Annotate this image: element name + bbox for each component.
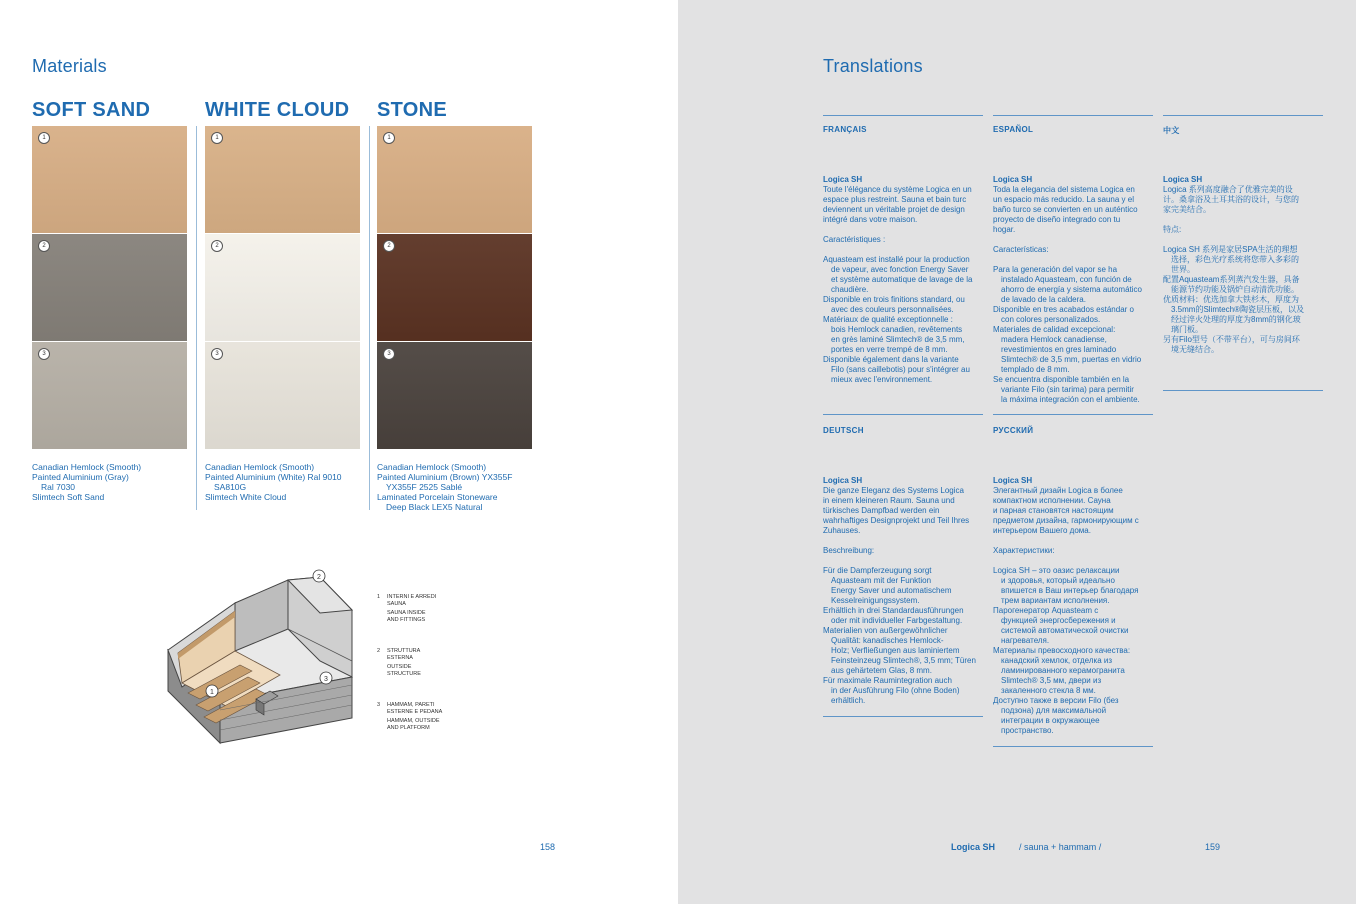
right-page <box>678 0 1356 904</box>
material-caption-soft-sand <box>32 462 197 502</box>
translation-title: Logica SH <box>823 175 863 184</box>
lang-label-es: ESPAÑOL <box>993 125 1034 134</box>
translation-title: Logica SH <box>993 476 1033 485</box>
column-rule <box>993 115 1153 116</box>
intro-line: baño turco se convierten en un auténtico <box>993 205 1138 214</box>
intro-line: türkisches Dampfbad werden ein <box>823 506 940 515</box>
intro-line: espace plus restreint. Sauna et bain turc <box>823 195 967 204</box>
lang-label-fr: FRANÇAIS <box>823 125 867 134</box>
caption-line: Painted Aluminium (White) Ral 9010 <box>205 472 342 482</box>
feature-line: la máxima integración con el ambiente. <box>1001 395 1140 404</box>
sauna-isometric-diagram <box>160 565 360 755</box>
feature-line: Erhältlich in drei Standardausführungen <box>823 606 964 615</box>
intro-line: Logica 系列高度融合了优雅完美的设 <box>1163 185 1293 194</box>
intro-line: 家完美结合。 <box>1163 205 1211 214</box>
translation-title: Logica SH <box>993 175 1033 184</box>
legend-line: STRUCTURE <box>387 671 421 677</box>
translations-title: Translations <box>823 56 923 76</box>
legend-line: AND PLATFORM <box>387 725 430 731</box>
legend-line: SAUNA <box>387 601 406 607</box>
feature-line: et système automatique de lavage de la <box>831 275 973 284</box>
feature-line: Für die Dampferzeugung sorgt <box>823 566 932 575</box>
feature-line: 境无缝结合。 <box>1171 345 1219 354</box>
intro-line: интерьером Вашего дома. <box>993 526 1091 535</box>
swatch-soft-sand-2 <box>32 234 187 341</box>
feature-line: erhältlich. <box>831 696 866 705</box>
feature-line: aus gehärtetem Glas, 8 mm. <box>831 666 932 675</box>
feature-line: Para la generación del vapor se ha <box>993 265 1118 274</box>
column-divider <box>369 126 370 510</box>
feature-line: трем вариантам исполнения. <box>1001 596 1110 605</box>
column-rule <box>993 746 1153 747</box>
spacer <box>823 536 985 546</box>
feature-line: Disponible en trois finitions standard, ou <box>823 295 965 304</box>
legend-line: ESTERNE E PEDANA <box>387 709 443 715</box>
column-rule <box>823 115 983 116</box>
intro-line: hogar. <box>993 225 1016 234</box>
caption-line: Canadian Hemlock (Smooth) <box>377 462 487 472</box>
legend-line: SAUNA INSIDE <box>387 610 426 616</box>
swatch-stone-2 <box>377 234 532 341</box>
spacer <box>823 556 985 566</box>
column-rule <box>823 716 983 717</box>
legend-line: ESTERNA <box>387 655 413 661</box>
feature-line: функцией энергосбережения и <box>1001 616 1116 625</box>
feature-line: oder mit individueller Farbgestaltung. <box>831 616 963 625</box>
page-title: Materials <box>32 56 107 76</box>
legend-line: STRUTTURA <box>387 648 421 654</box>
feature-line: пространство. <box>1001 726 1054 735</box>
feature-line: de vapeur, avec fonction Energy Saver <box>831 265 969 274</box>
feature-line: канадский хемлок, отделка из <box>1001 656 1113 665</box>
legend-number: 3 <box>377 702 381 708</box>
translation-fr <box>823 175 985 385</box>
legend-line: AND FITTINGS <box>387 617 426 623</box>
feature-line: впишется в Ваш интерьер благодаря <box>1001 586 1139 595</box>
legend-line: OUTSIDE <box>387 664 412 670</box>
spacer <box>993 536 1155 546</box>
caption-line: SA810G <box>214 482 247 492</box>
translation-es <box>993 175 1155 405</box>
intro-line: wahrhaftiges Designprojekt und Teil Ihres <box>823 516 970 525</box>
legend-line: HAMMAM, OUTSIDE <box>387 718 440 724</box>
feature-line: Se encuentra disponible también en la <box>993 375 1130 384</box>
swatch-number: 2 <box>211 240 223 252</box>
feature-line: 璃门板。 <box>1171 325 1203 334</box>
legend-item-2 <box>377 648 477 688</box>
feature-line: ламинированного керамогранита <box>1001 666 1125 675</box>
spacer <box>993 235 1155 245</box>
feature-line: Доступно также в версии Filo (без <box>993 696 1119 705</box>
feature-line: 优质材料：优选加拿大铁杉木，厚度为 <box>1163 295 1299 304</box>
features-label: 特点: <box>1163 225 1182 234</box>
features-label: Caractéristiques : <box>823 235 886 244</box>
feature-line: con colores personalizados. <box>1001 315 1101 324</box>
feature-line: avec des couleurs personnalisées. <box>831 305 954 314</box>
translation-title: Logica SH <box>1163 175 1203 184</box>
feature-line: Disponible en tres acabados estándar o <box>993 305 1134 314</box>
swatch-soft-sand-1 <box>32 126 187 233</box>
swatch-stone-1 <box>377 126 532 233</box>
features-label: Характеристики: <box>993 546 1055 555</box>
features-label: Características: <box>993 245 1049 254</box>
feature-line: нагревателя. <box>1001 636 1050 645</box>
swatch-white-cloud-1 <box>205 126 360 233</box>
intro-line: 计。桑拿浴及土耳其浴的设计，与您的 <box>1163 195 1299 204</box>
legend-number: 1 <box>377 594 381 600</box>
feature-line: Kesselreinigungssystem. <box>831 596 920 605</box>
material-caption-white-cloud <box>205 462 370 502</box>
feature-line: 能源节约功能及锅炉自动清洗功能。 <box>1171 285 1299 294</box>
column-divider <box>196 126 197 510</box>
lang-label-zh: 中文 <box>1163 126 1180 135</box>
feature-line: Filo (sans caillebotis) pour s'intégrer au <box>831 365 970 374</box>
caption-line: Canadian Hemlock (Smooth) <box>205 462 315 472</box>
intro-line: и парная становятся настоящим <box>993 506 1114 515</box>
column-rule <box>993 414 1153 415</box>
feature-line: en grès laminé Slimtech® de 3,5 mm, <box>831 335 965 344</box>
spacer <box>1163 235 1323 245</box>
feature-line: templado de 8 mm. <box>1001 365 1070 374</box>
column-rule <box>823 414 983 415</box>
spacer <box>1163 215 1323 225</box>
feature-line: закаленного стекла 8 мм. <box>1001 686 1096 695</box>
caption-line: Ral 7030 <box>41 482 76 492</box>
page-number-right: 159 <box>1205 842 1221 852</box>
feature-line: chaudière. <box>831 285 869 294</box>
feature-line: mieux avec l'environnement. <box>831 375 933 384</box>
feature-line: Disponible également dans la variante <box>823 355 959 364</box>
intro-line: Die ganze Eleganz des Systems Logica <box>823 486 964 495</box>
feature-line: Feinsteinzeug Slimtech®, 3,5 mm; Türen <box>831 656 976 665</box>
intro-line: Toda la elegancia del sistema Logica en <box>993 185 1135 194</box>
feature-line: Energy Saver und automatischem <box>831 586 952 595</box>
feature-line: Materialien von außergewöhnlicher <box>823 626 948 635</box>
feature-line: 经过淬火处理的厚度为8mm的钢化玻 <box>1171 315 1301 324</box>
swatch-soft-sand-3 <box>32 342 187 449</box>
intro-line: предметом дизайна, гармонирующим с <box>993 516 1139 525</box>
legend-item-1 <box>377 594 477 634</box>
diagram-label-3: 3 <box>324 676 328 683</box>
translation-title: Logica SH <box>823 476 863 485</box>
feature-line: интеграции в окружающее <box>1001 716 1100 725</box>
spacer <box>993 255 1155 265</box>
intro-line: компактном исполнении. Сауна <box>993 496 1111 505</box>
feature-line: подзона) для максимальной <box>1001 706 1107 715</box>
legend-number: 2 <box>377 648 381 654</box>
feature-line: portes en verre trempé de 8 mm. <box>831 345 948 354</box>
legend-item-3 <box>377 702 477 742</box>
feature-line: 另有Filo型号（不带平台），可与房间环 <box>1163 335 1300 344</box>
caption-line: Slimtech Soft Sand <box>32 492 105 502</box>
caption-line: Canadian Hemlock (Smooth) <box>32 462 142 472</box>
feature-line: Matériaux de qualité exceptionnelle : <box>823 315 953 324</box>
intro-line: Элегантный дизайн Logica в более <box>993 486 1123 495</box>
feature-line: madera Hemlock canadiense, <box>1001 335 1107 344</box>
caption-line: Painted Aluminium (Gray) <box>32 472 129 482</box>
translation-de <box>823 476 985 706</box>
swatch-number: 3 <box>211 348 223 360</box>
swatch-number: 3 <box>383 348 395 360</box>
feature-line: Logica SH 系列是家居SPA生活的理想 <box>1163 245 1298 254</box>
feature-line: Logica SH – это оазис релаксации <box>993 566 1120 575</box>
lang-label-ru: РУССКИЙ <box>993 426 1034 435</box>
swatch-white-cloud-3 <box>205 342 360 449</box>
column-rule <box>1163 390 1323 391</box>
feature-line: 配置Aquasteam系列蒸汽发生器，具备 <box>1163 275 1300 284</box>
feature-line: instalado Aquasteam, con función de <box>1001 275 1132 284</box>
material-title-soft-sand: SOFT SAND <box>32 99 151 121</box>
swatch-number: 2 <box>383 240 395 252</box>
intro-line: intégré dans votre maison. <box>823 215 918 224</box>
intro-line: Toute l'élégance du système Logica en un <box>823 185 972 194</box>
spacer <box>993 556 1155 566</box>
feature-line: 3.5mm的Slimtech®陶瓷层压板，以及 <box>1171 305 1305 314</box>
material-title-white-cloud: WHITE CLOUD <box>205 99 350 121</box>
caption-line: Painted Aluminium (Brown) YX355F <box>377 472 513 482</box>
intro-line: in einem kleineren Raum. Sauna und <box>823 496 955 505</box>
feature-line: ahorro de energía y sistema automático <box>1001 285 1142 294</box>
spacer <box>823 245 985 255</box>
swatch-number: 1 <box>38 132 50 144</box>
translation-zh <box>1163 175 1323 355</box>
intro-line: proyecto de diseño integrado con tu <box>993 215 1121 224</box>
feature-line: и здоровья, который идеально <box>1001 576 1115 585</box>
translation-ru <box>993 476 1155 736</box>
feature-line: de lavado de la caldera. <box>1001 295 1086 304</box>
intro-line: deviennent un véritable projet de design <box>823 205 965 214</box>
feature-line: Aquasteam est installé pour la production <box>823 255 970 264</box>
swatch-number: 3 <box>38 348 50 360</box>
legend-line: INTERNI E ARREDI <box>387 594 437 600</box>
feature-line: Slimtech® 3,5 мм, двери из <box>1001 676 1102 685</box>
intro-line: un espacio más reducido. La sauna y el <box>993 195 1134 204</box>
column-rule <box>1163 115 1323 116</box>
diagram-label-1: 1 <box>210 689 214 696</box>
lang-label-de: DEUTSCH <box>823 426 864 435</box>
footer-product: Logica SH <box>951 842 996 852</box>
legend-line: HAMMAM, PARETI <box>387 702 435 708</box>
material-caption-stone <box>377 462 542 512</box>
feature-line: in der Ausführung Filo (ohne Boden) <box>831 686 960 695</box>
feature-line: Holz; Verfließungen aus laminiertem <box>831 646 960 655</box>
feature-line: bois Hemlock canadien, revêtements <box>831 325 963 334</box>
caption-line: Laminated Porcelain Stoneware <box>377 492 498 502</box>
feature-line: 世界。 <box>1171 265 1195 274</box>
swatch-white-cloud-2 <box>205 234 360 341</box>
feature-line: системой автоматической очистки <box>1001 626 1129 635</box>
feature-line: Парогенератор Aquasteam с <box>993 606 1099 615</box>
swatch-stone-3 <box>377 342 532 449</box>
feature-line: Materiales de calidad excepcional: <box>993 325 1116 334</box>
feature-line: variante Filo (sin tarima) para permitir <box>1001 385 1134 394</box>
intro-line: Zuhauses. <box>823 526 861 535</box>
footer-category: / sauna + hammam / <box>1019 842 1102 852</box>
swatch-number: 1 <box>211 132 223 144</box>
caption-line: Deep Black LEX5 Natural <box>386 502 483 512</box>
features-label: Beschreibung: <box>823 546 875 555</box>
feature-line: Qualität: kanadisches Hemlock- <box>831 636 944 645</box>
swatch-number: 1 <box>383 132 395 144</box>
feature-line: Slimtech® de 3,5 mm, puertas en vidrio <box>1001 355 1142 364</box>
feature-line: 选择，彩色光疗系统将您带入多彩的 <box>1171 255 1299 264</box>
feature-line: Aquasteam mit der Funktion <box>831 576 932 585</box>
material-title-stone: STONE <box>377 99 448 121</box>
diagram-label-2: 2 <box>317 574 321 581</box>
feature-line: Материалы превосходного качества: <box>993 646 1131 655</box>
spacer <box>823 225 985 235</box>
caption-line: Slimtech White Cloud <box>205 492 287 502</box>
feature-line: Für maximale Raumintegration auch <box>823 676 952 685</box>
page-number-left: 158 <box>540 842 556 852</box>
feature-line: revestimientos en gres laminado <box>1001 345 1117 354</box>
caption-line: YX355F 2525 Sablé <box>386 482 463 492</box>
swatch-number: 2 <box>38 240 50 252</box>
